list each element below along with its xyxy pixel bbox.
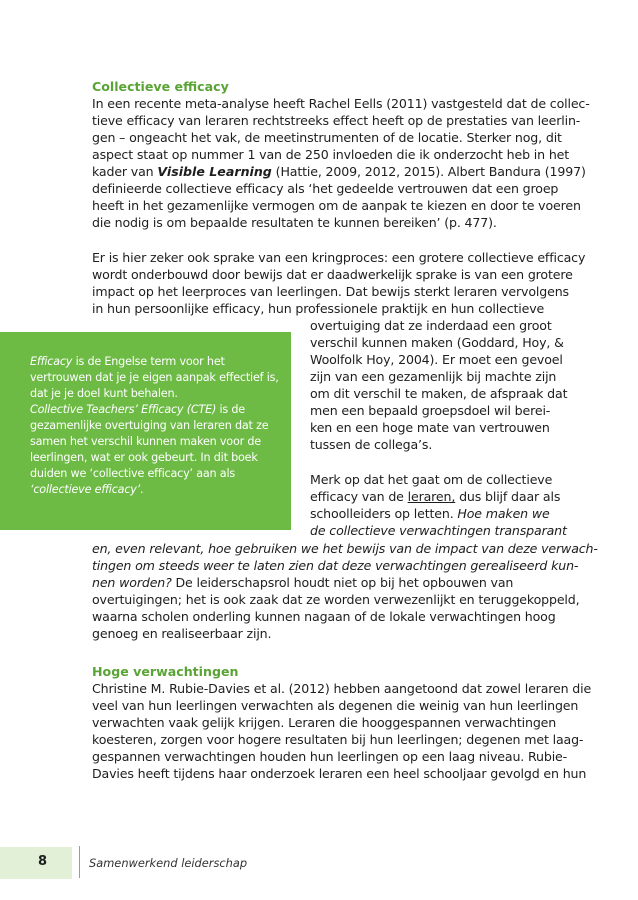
body-line: gen – ongeacht het vak, de meetinstrumenten of de locatie. Sterker nog, dit [92,130,562,145]
callout-line: dat je je doel kunt behalen. [30,387,178,400]
book-title-visible-learning: Visible Learning [157,164,272,179]
body-line: verschil kunnen maken (Goddard, Hoy, & [310,335,564,350]
body-line: verwachten vaak gelijk krijgen. Leraren die hooggespannen verwachtingen [92,715,557,730]
body-line: om dit verschil te maken, de afspraak dat [310,386,568,401]
body-line: genoeg en realiseerbaar zijn. [92,626,272,641]
callout-term-efficacy: Efficacy [30,355,73,368]
body-line: die nodig is om bepaalde resultaten te kunnen bereiken’ (p. 477). [92,215,497,230]
body-line: men een bepaald groepsdoel wil berei- [310,403,551,418]
section-heading-collectieve-efficacy: Collectieve efficacy [92,79,229,94]
text-span: . [140,483,144,496]
callout-term-collectieve-efficacy: ‘collectieve efficacy’ [30,483,141,496]
callout-line [30,482,143,498]
body-line: en, even relevant, hoe gebruiken we het bewijs van de impact van deze verwach- [92,541,598,556]
page-number-tab [0,847,72,879]
body-line: Christine M. Rubie-Davies et al. (2012) hebben aangetoond dat zowel leraren die [92,681,592,696]
text-span: (Hattie, 2009, 2012, 2015). Albert Bandura (1997) [271,164,586,179]
body-line: Davies heeft tijdens haar onderzoek leraren een heel schooljaar gevolgd en hun [92,766,587,781]
body-line [310,488,560,505]
callout-line: duiden we ‘collective efficacy’ aan als [30,467,235,480]
text-span: schoolleiders op letten. [310,506,458,521]
body-line: aspect staat op nummer 1 van de 250 invloeden die ik onderzocht heb in het [92,147,570,162]
body-line: veel van hun leerlingen verwachten als degenen die weinig van hun leerlingen [92,698,579,713]
body-line [92,163,586,180]
body-line: In een recente meta-analyse heeft Rachel Eells (2011) vastgesteld dat de collec- [92,96,590,111]
callout-line: samen het verschil kunnen maken voor de [30,435,261,448]
body-line: tieve efficacy van leraren rechtstreeks effect heeft op de prestaties van leerlin- [92,113,581,128]
italic-question: Hoe maken we [457,506,550,521]
body-line: Er is hier zeker ook sprake van een kringproces: een grotere collectieve efficacy [92,250,586,265]
body-line [92,574,513,591]
page-number: 8 [38,854,48,869]
text-span: De leiderschapsrol houdt niet op bij het opbouwen van [171,575,514,590]
running-title: Samenwerkend leiderschap [89,856,248,870]
body-line: gespannen verwachtingen houden hun leerlingen op een laag niveau. Rubie- [92,749,568,764]
body-line: Merk op dat het gaat om de collectieve [310,472,553,487]
body-line: wordt onderbouwd door bewijs dat er daadwerkelijk sprake is van een grotere [92,267,573,282]
body-line: impact op het leerproces van leerlingen. Dat bewijs sterkt leraren vervolgens [92,284,569,299]
callout-line [30,354,225,370]
body-line: definieerde collectieve efficacy als ‘het gedeelde vertrouwen dat een groep [92,181,559,196]
body-line: in hun persoonlijke efficacy, hun professionele praktijk en hun collectieve [92,301,545,316]
text-span: is de Engelse term voor het [72,355,225,368]
body-line: tussen de collega’s. [310,437,433,452]
callout-line: gezamenlijke overtuiging van leraren dat ze [30,419,269,432]
section-heading-hoge-verwachtingen: Hoge verwachtingen [92,664,239,679]
text-span: dus blijf daar als [455,489,561,504]
body-line: zijn van een gezamenlijk bij machte zijn [310,369,557,384]
callout-line [30,402,245,418]
underlined-word-leraren: leraren, [407,489,456,504]
callout-line: leerlingen, wat er ook gebeurt. In dit boek [30,451,258,464]
body-line: Woolfolk Hoy, 2004). Er moet een gevoel [310,352,563,367]
body-line: overtuiging dat ze inderdaad een groot [310,318,552,333]
body-line: overtuigingen; het is ook zaak dat ze worden verwezenlijkt en teruggekoppeld, [92,592,580,607]
body-line: waarna scholen onderling kunnen nagaan of de lokale verwachtingen hoog [92,609,556,624]
text-span: kader van [92,164,158,179]
body-line: ken en een hoge mate van vertrouwen [310,420,550,435]
text-span: efficacy van de [310,489,408,504]
body-line: de collectieve verwachtingen transparant [310,523,567,538]
body-line: koesteren, zorgen voor hogere resultaten bij hun leerlingen; degenen met laag- [92,732,584,747]
body-line: tingen om steeds weer te laten zien dat deze verwachtingen gerealiseerd kun- [92,558,579,573]
body-line [310,505,550,522]
body-line: heeft in het gezamenlijke vermogen om de aanpak te kiezen en door te voeren [92,198,581,213]
text-span: is de [216,403,245,416]
callout-line: vertrouwen dat je je eigen aanpak effectief is, [30,371,279,384]
footer-divider [79,846,80,878]
italic-question: nen worden? [92,575,172,590]
callout-term-cte: Collective Teachers’ Efficacy (CTE) [30,403,217,416]
